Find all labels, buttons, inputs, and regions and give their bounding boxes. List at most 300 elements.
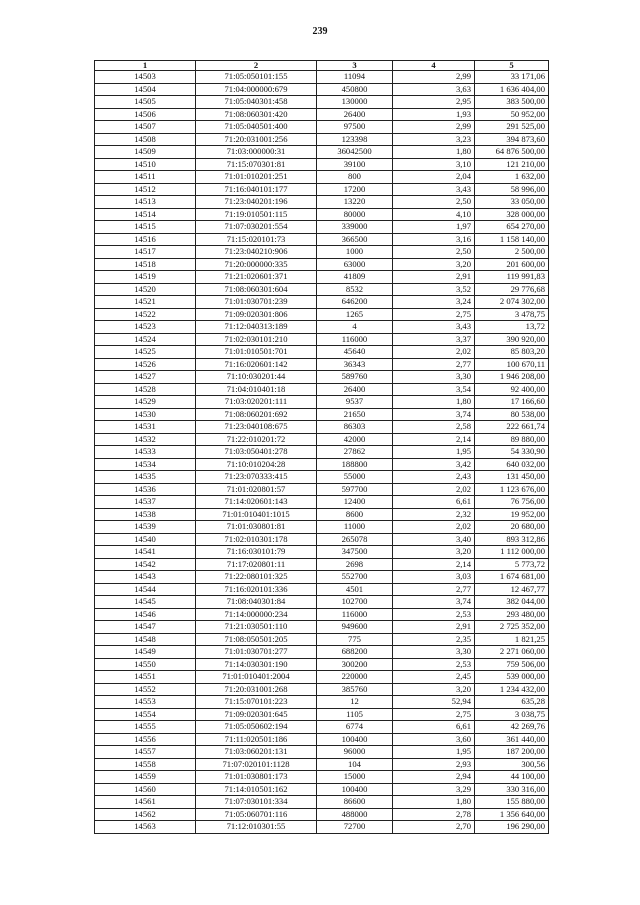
table-row — [95, 408, 549, 421]
table-cell: 100400 — [317, 733, 393, 746]
table-cell: 71:01:010401:2004 — [196, 671, 317, 684]
table-cell: 1 356 640,00 — [475, 808, 549, 821]
table-cell: 71:19:010501:115 — [196, 208, 317, 221]
table-cell: 13220 — [317, 196, 393, 209]
table-cell: 17 166,60 — [475, 396, 549, 409]
table-row — [95, 621, 549, 634]
table-cell: 3,52 — [393, 283, 475, 296]
table-cell: 3,63 — [393, 83, 475, 96]
table-row — [95, 183, 549, 196]
table-cell: 71:21:020601:371 — [196, 271, 317, 284]
table-row — [95, 121, 549, 134]
table-cell: 14563 — [95, 821, 196, 834]
table-cell: 383 500,00 — [475, 96, 549, 109]
table-cell: 382 044,00 — [475, 596, 549, 609]
table-cell: 71:14:010501:162 — [196, 783, 317, 796]
table-cell: 14550 — [95, 658, 196, 671]
table-row — [95, 96, 549, 109]
table-cell: 539 000,00 — [475, 671, 549, 684]
table-row — [95, 721, 549, 734]
table-row — [95, 783, 549, 796]
table-cell: 71:07:020101:1128 — [196, 758, 317, 771]
table-cell: 3,54 — [393, 383, 475, 396]
table-cell: 102700 — [317, 596, 393, 609]
table-cell: 1,80 — [393, 796, 475, 809]
table-cell: 3 478,75 — [475, 308, 549, 321]
table-cell: 293 480,00 — [475, 608, 549, 621]
table-cell: 2,02 — [393, 483, 475, 496]
table-cell: 14561 — [95, 796, 196, 809]
column-header-5: 5 — [475, 61, 549, 71]
table-cell: 45640 — [317, 346, 393, 359]
table-cell: 14535 — [95, 471, 196, 484]
table-cell: 71:22:080101:325 — [196, 571, 317, 584]
table-cell: 1 636 404,00 — [475, 83, 549, 96]
table-cell: 71:05:040501:400 — [196, 121, 317, 134]
table-cell: 300200 — [317, 658, 393, 671]
table-body — [95, 71, 549, 834]
table-cell: 1,97 — [393, 221, 475, 234]
column-header-1: 1 — [95, 61, 196, 71]
table-cell: 14515 — [95, 221, 196, 234]
table-cell: 14543 — [95, 571, 196, 584]
table-cell: 14558 — [95, 758, 196, 771]
table-cell: 71:01:030701:277 — [196, 646, 317, 659]
table-cell: 100400 — [317, 783, 393, 796]
table-cell: 104 — [317, 758, 393, 771]
table-cell: 71:14:030301:190 — [196, 658, 317, 671]
table-cell: 50 952,00 — [475, 108, 549, 121]
table-cell: 1,93 — [393, 108, 475, 121]
table-cell: 17200 — [317, 183, 393, 196]
table-cell: 71:01:030701:239 — [196, 296, 317, 309]
table-cell: 1,80 — [393, 396, 475, 409]
table-cell: 14516 — [95, 233, 196, 246]
table-cell: 71:05:050602:194 — [196, 721, 317, 734]
table-cell: 71:03:050401:278 — [196, 446, 317, 459]
table-cell: 14536 — [95, 483, 196, 496]
table-cell: 328 000,00 — [475, 208, 549, 221]
table-cell: 14539 — [95, 521, 196, 534]
table-cell: 21650 — [317, 408, 393, 421]
table-row — [95, 146, 549, 159]
table-cell: 1 821,25 — [475, 633, 549, 646]
table-cell: 71:08:060301:420 — [196, 108, 317, 121]
table-cell: 3,40 — [393, 533, 475, 546]
table-cell: 635,28 — [475, 696, 549, 709]
table-cell: 2,77 — [393, 358, 475, 371]
table-cell: 8532 — [317, 283, 393, 296]
table-cell: 14505 — [95, 96, 196, 109]
table-cell: 116000 — [317, 333, 393, 346]
table-cell: 71:10:010204:28 — [196, 458, 317, 471]
table-cell: 71:04:000000:679 — [196, 83, 317, 96]
table-cell: 3,43 — [393, 321, 475, 334]
column-header-4: 4 — [393, 61, 475, 71]
table-cell: 949600 — [317, 621, 393, 634]
table-cell: 2,91 — [393, 271, 475, 284]
table-cell: 71:10:030201:44 — [196, 371, 317, 384]
table-cell: 130000 — [317, 96, 393, 109]
table-cell: 71:14:000000:234 — [196, 608, 317, 621]
table-cell: 2,75 — [393, 308, 475, 321]
table-row — [95, 771, 549, 784]
table-row — [95, 533, 549, 546]
table-row — [95, 696, 549, 709]
table-cell: 11094 — [317, 71, 393, 84]
table-cell: 3,60 — [393, 733, 475, 746]
table-cell: 3,74 — [393, 408, 475, 421]
table-row — [95, 496, 549, 509]
table-row — [95, 646, 549, 659]
table-cell: 6774 — [317, 721, 393, 734]
table-cell: 71:05:060701:116 — [196, 808, 317, 821]
table-cell: 14510 — [95, 158, 196, 171]
table-cell: 2,02 — [393, 346, 475, 359]
table-cell: 2,91 — [393, 621, 475, 634]
table-cell: 14557 — [95, 746, 196, 759]
table-cell: 121 210,00 — [475, 158, 549, 171]
table-cell: 2,04 — [393, 171, 475, 184]
table-cell: 14512 — [95, 183, 196, 196]
table-cell: 71:05:050101:155 — [196, 71, 317, 84]
table-cell: 4501 — [317, 583, 393, 596]
table-cell: 14559 — [95, 771, 196, 784]
table-cell: 339000 — [317, 221, 393, 234]
table-cell: 42000 — [317, 433, 393, 446]
table-cell: 196 290,00 — [475, 821, 549, 834]
table-row — [95, 733, 549, 746]
table-cell: 80 538,00 — [475, 408, 549, 421]
table-cell: 39100 — [317, 158, 393, 171]
table-cell: 119 991,83 — [475, 271, 549, 284]
table-cell: 1265 — [317, 308, 393, 321]
table-row — [95, 433, 549, 446]
table-cell: 646200 — [317, 296, 393, 309]
table-cell: 14533 — [95, 446, 196, 459]
table-cell: 96000 — [317, 746, 393, 759]
table-cell: 390 920,00 — [475, 333, 549, 346]
table-cell: 44 100,00 — [475, 771, 549, 784]
table-cell: 14547 — [95, 621, 196, 634]
table-cell: 63000 — [317, 258, 393, 271]
table-row — [95, 796, 549, 809]
table-cell: 1 158 140,00 — [475, 233, 549, 246]
table-cell: 71:12:040313:189 — [196, 321, 317, 334]
table-cell: 450800 — [317, 83, 393, 96]
table-cell: 27862 — [317, 446, 393, 459]
table-row — [95, 358, 549, 371]
table-cell: 2 500,00 — [475, 246, 549, 259]
table-cell: 86303 — [317, 421, 393, 434]
table-cell: 2,43 — [393, 471, 475, 484]
table-row — [95, 171, 549, 184]
table-cell: 300,56 — [475, 758, 549, 771]
table-cell: 71:01:020801:57 — [196, 483, 317, 496]
table-cell: 3,03 — [393, 571, 475, 584]
table-row — [95, 596, 549, 609]
table-cell: 71:02:010301:178 — [196, 533, 317, 546]
table-cell: 14538 — [95, 508, 196, 521]
table-cell: 71:03:000000:31 — [196, 146, 317, 159]
page-number: 239 — [312, 26, 328, 37]
table-cell: 14546 — [95, 608, 196, 621]
data-table — [94, 60, 549, 834]
table-row — [95, 383, 549, 396]
table-row — [95, 546, 549, 559]
table-cell: 688200 — [317, 646, 393, 659]
table-cell: 12400 — [317, 496, 393, 509]
table-cell: 3,30 — [393, 646, 475, 659]
table-cell: 13,72 — [475, 321, 549, 334]
table-cell: 71:05:040301:458 — [196, 96, 317, 109]
table-cell: 71:20:031001:256 — [196, 133, 317, 146]
table-header-row — [95, 61, 549, 71]
table-cell: 330 316,00 — [475, 783, 549, 796]
table-cell: 71:08:060301:604 — [196, 283, 317, 296]
table-cell: 14549 — [95, 646, 196, 659]
table-cell: 55000 — [317, 471, 393, 484]
table-cell: 123398 — [317, 133, 393, 146]
table-row — [95, 746, 549, 759]
table-cell: 14517 — [95, 246, 196, 259]
table-cell: 71:08:050501:205 — [196, 633, 317, 646]
table-cell: 14551 — [95, 671, 196, 684]
table-cell: 3,16 — [393, 233, 475, 246]
table-cell: 64 876 500,00 — [475, 146, 549, 159]
table-cell: 2,75 — [393, 708, 475, 721]
table-cell: 552700 — [317, 571, 393, 584]
table-cell: 14530 — [95, 408, 196, 421]
table-cell: 71:15:070301:81 — [196, 158, 317, 171]
table-cell: 14537 — [95, 496, 196, 509]
table-cell: 42 269,76 — [475, 721, 549, 734]
table-cell: 33 171,06 — [475, 71, 549, 84]
table-cell: 58 996,00 — [475, 183, 549, 196]
table-cell: 14525 — [95, 346, 196, 359]
table-row — [95, 758, 549, 771]
table-cell: 71:23:040201:196 — [196, 196, 317, 209]
table-cell: 20 680,00 — [475, 521, 549, 534]
table-cell: 3 038,75 — [475, 708, 549, 721]
table-row — [95, 283, 549, 296]
table-row — [95, 246, 549, 259]
table-cell: 14532 — [95, 433, 196, 446]
table-cell: 3,74 — [393, 596, 475, 609]
table-row — [95, 583, 549, 596]
table-cell: 155 880,00 — [475, 796, 549, 809]
table-row — [95, 208, 549, 221]
table-cell: 589760 — [317, 371, 393, 384]
table-cell: 41809 — [317, 271, 393, 284]
table-cell: 2,50 — [393, 246, 475, 259]
table-cell: 2,53 — [393, 608, 475, 621]
table-row — [95, 196, 549, 209]
table-cell: 97500 — [317, 121, 393, 134]
table-cell: 597700 — [317, 483, 393, 496]
table-row — [95, 483, 549, 496]
table-cell: 71:09:020301:806 — [196, 308, 317, 321]
table-row — [95, 446, 549, 459]
table-cell: 14506 — [95, 108, 196, 121]
table-cell: 14529 — [95, 396, 196, 409]
table-cell: 54 330,90 — [475, 446, 549, 459]
table-cell: 71:09:020301:645 — [196, 708, 317, 721]
table-cell: 14520 — [95, 283, 196, 296]
table-cell: 14562 — [95, 808, 196, 821]
table-cell: 71:12:010301:55 — [196, 821, 317, 834]
table-cell: 2 271 060,00 — [475, 646, 549, 659]
table-cell: 19 952,00 — [475, 508, 549, 521]
table-row — [95, 658, 549, 671]
table-cell: 14518 — [95, 258, 196, 271]
table-row — [95, 296, 549, 309]
table-cell: 347500 — [317, 546, 393, 559]
table-cell: 71:01:010401:1015 — [196, 508, 317, 521]
table-cell: 36343 — [317, 358, 393, 371]
table-cell: 14560 — [95, 783, 196, 796]
table-cell: 1105 — [317, 708, 393, 721]
table-cell: 2,77 — [393, 583, 475, 596]
table-cell: 14531 — [95, 421, 196, 434]
table-row — [95, 708, 549, 721]
table-row — [95, 396, 549, 409]
table-row — [95, 108, 549, 121]
table-cell: 3,10 — [393, 158, 475, 171]
table-cell: 1000 — [317, 246, 393, 259]
table-row — [95, 683, 549, 696]
table-cell: 71:20:000000:335 — [196, 258, 317, 271]
table-cell: 394 873,60 — [475, 133, 549, 146]
table-cell: 2 725 352,00 — [475, 621, 549, 634]
table-cell: 71:03:060201:131 — [196, 746, 317, 759]
table-cell: 71:01:010501:701 — [196, 346, 317, 359]
table-cell: 4,10 — [393, 208, 475, 221]
table-cell: 14534 — [95, 458, 196, 471]
table-cell: 6,61 — [393, 496, 475, 509]
table-row — [95, 608, 549, 621]
table-cell: 4 — [317, 321, 393, 334]
table-cell: 71:23:070333:415 — [196, 471, 317, 484]
table-cell: 9537 — [317, 396, 393, 409]
table-cell: 1,95 — [393, 746, 475, 759]
column-header-3: 3 — [317, 61, 393, 71]
table-cell: 33 050,00 — [475, 196, 549, 209]
table-cell: 15000 — [317, 771, 393, 784]
table-cell: 1 112 000,00 — [475, 546, 549, 559]
table-row — [95, 508, 549, 521]
table-row — [95, 321, 549, 334]
table-cell: 3,20 — [393, 683, 475, 696]
table-cell: 1,95 — [393, 446, 475, 459]
table-cell: 759 506,00 — [475, 658, 549, 671]
table-row — [95, 346, 549, 359]
table-cell: 2,95 — [393, 96, 475, 109]
table-cell: 71:20:031001:268 — [196, 683, 317, 696]
table-cell: 2,99 — [393, 121, 475, 134]
table-cell: 3,29 — [393, 783, 475, 796]
table-cell: 2,93 — [393, 758, 475, 771]
table-cell: 3,23 — [393, 133, 475, 146]
table-cell: 71:07:030101:334 — [196, 796, 317, 809]
table-cell: 2,50 — [393, 196, 475, 209]
table-cell: 14545 — [95, 596, 196, 609]
table-cell: 3,20 — [393, 546, 475, 559]
table-cell: 14540 — [95, 533, 196, 546]
table-cell: 14507 — [95, 121, 196, 134]
table-row — [95, 458, 549, 471]
table-cell: 14521 — [95, 296, 196, 309]
table-cell: 800 — [317, 171, 393, 184]
table-cell: 71:01:030801:81 — [196, 521, 317, 534]
table-cell: 71:01:030801:173 — [196, 771, 317, 784]
table-cell: 775 — [317, 633, 393, 646]
table-cell: 5 773,72 — [475, 558, 549, 571]
table-cell: 2,94 — [393, 771, 475, 784]
table-cell: 71:23:040210:906 — [196, 246, 317, 259]
table-cell: 2,99 — [393, 71, 475, 84]
table-cell: 640 032,00 — [475, 458, 549, 471]
table-cell: 2,70 — [393, 821, 475, 834]
table-cell: 14553 — [95, 696, 196, 709]
table-cell: 265078 — [317, 533, 393, 546]
table-cell: 14519 — [95, 271, 196, 284]
table-cell: 2698 — [317, 558, 393, 571]
table-cell: 2,78 — [393, 808, 475, 821]
table-row — [95, 83, 549, 96]
table-cell: 1,80 — [393, 146, 475, 159]
table-cell: 188800 — [317, 458, 393, 471]
table-cell: 14552 — [95, 683, 196, 696]
table-cell: 14548 — [95, 633, 196, 646]
table-cell: 71:22:010201:72 — [196, 433, 317, 446]
table-cell: 187 200,00 — [475, 746, 549, 759]
table-row — [95, 258, 549, 271]
table-cell: 89 880,00 — [475, 433, 549, 446]
table-cell: 14508 — [95, 133, 196, 146]
column-header-2: 2 — [196, 61, 317, 71]
table-cell: 1 674 681,00 — [475, 571, 549, 584]
table-cell: 2,32 — [393, 508, 475, 521]
table-row — [95, 221, 549, 234]
table-cell: 3,42 — [393, 458, 475, 471]
table-cell: 26400 — [317, 108, 393, 121]
table-cell: 12 — [317, 696, 393, 709]
table-cell: 100 670,11 — [475, 358, 549, 371]
table-cell: 72700 — [317, 821, 393, 834]
table-row — [95, 821, 549, 834]
table-cell: 71:08:060201:692 — [196, 408, 317, 421]
table-cell: 3,20 — [393, 258, 475, 271]
table-cell: 71:16:020101:336 — [196, 583, 317, 596]
table-cell: 71:11:020501:186 — [196, 733, 317, 746]
table-cell: 71:23:040108:675 — [196, 421, 317, 434]
table-cell: 71:15:020101:73 — [196, 233, 317, 246]
table-row — [95, 133, 549, 146]
table-cell: 8600 — [317, 508, 393, 521]
table-cell: 71:14:020601:143 — [196, 496, 317, 509]
table-cell: 222 661,74 — [475, 421, 549, 434]
table-cell: 80000 — [317, 208, 393, 221]
table-cell: 71:16:040101:177 — [196, 183, 317, 196]
table-cell: 291 525,00 — [475, 121, 549, 134]
table-cell: 3,43 — [393, 183, 475, 196]
table-cell: 201 600,00 — [475, 258, 549, 271]
table-cell: 71:15:070101:223 — [196, 696, 317, 709]
table-cell: 71:01:010201:251 — [196, 171, 317, 184]
table-cell: 2,14 — [393, 558, 475, 571]
table-cell: 71:03:020201:111 — [196, 396, 317, 409]
